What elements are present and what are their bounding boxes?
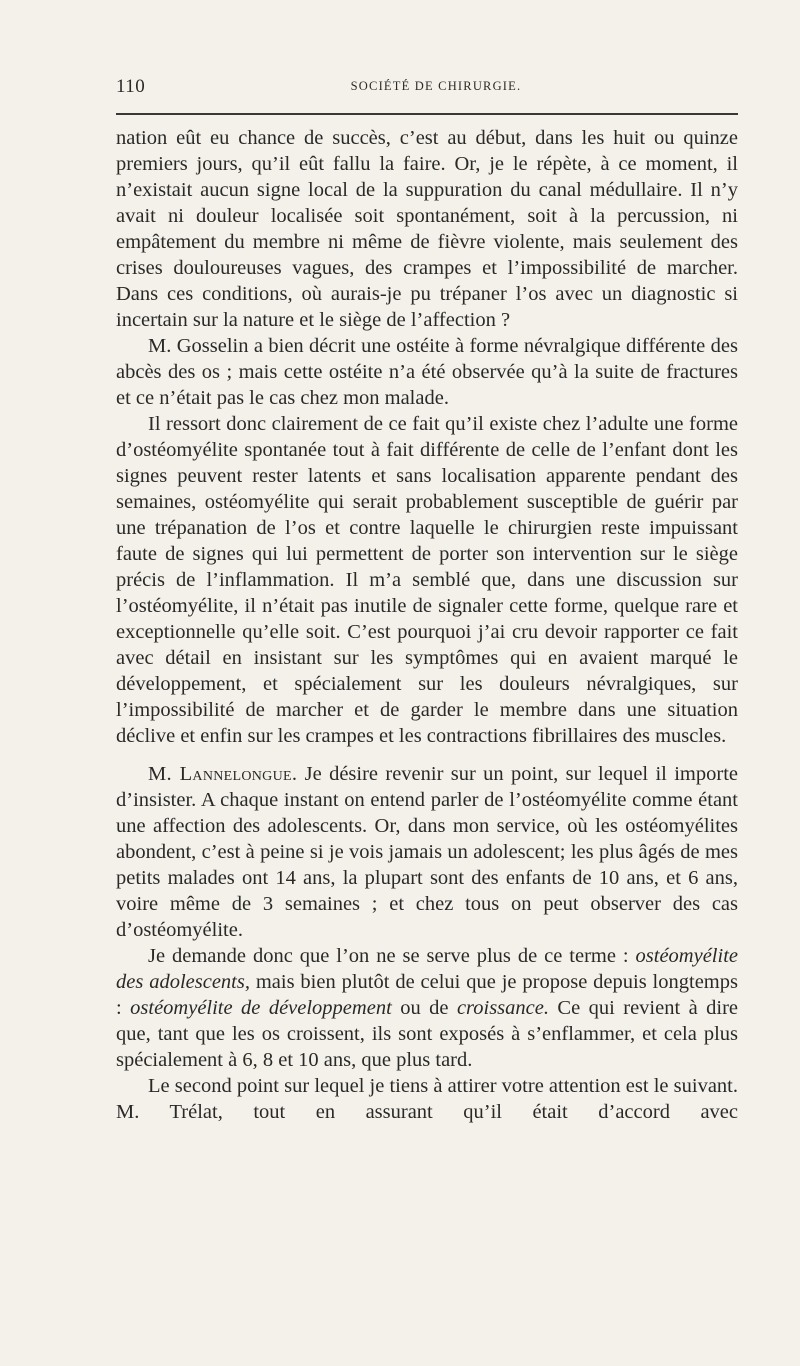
paragraph-4-text: Je désire revenir sur un point, sur lequel il importe d’insister. A chaque instant on entend parler de l’ostéomyélite comme étant une affection des adolescents. Or, dans mon service, où les ostéomyélites abondent, c’est à peine si je vois jamais un adolescent; les plus âgés de mes petits malades ont 14 ans, la plupart sont des enfants de 10 ans, et 6 ans, voire même de 3 semaines ; et chez tous on peut observer des cas d’ostéomyélite.	[116, 763, 738, 941]
page-number: 110	[116, 76, 146, 97]
running-title: SOCIÉTÉ DE CHIRURGIE.	[350, 79, 522, 93]
paragraph-5-middle: mais bien plutôt de celui que je propose depuis longtemps :	[116, 971, 738, 1019]
header-rule	[116, 113, 738, 115]
paragraph-5-before: Je demande donc que l’on ne se serve plus de ce terme :	[148, 945, 629, 967]
paragraph-5-after: Ce qui revient à dire que, tant que les os croissent, ils sont exposés à s’enflammer, et cela plus spécialement à 6, 8 et 10 ans, que plus tard.	[116, 997, 739, 1071]
paragraph-4	[116, 761, 738, 943]
paragraph-gap	[116, 749, 738, 761]
paragraph-2: M. Gosselin a bien décrit une ostéite à forme névralgique différente des abcès des os ; mais cette ostéite n’a été observée qu’à la suite de fractures et ce n’était pas le cas chez mon malade.	[116, 335, 738, 409]
body-text	[116, 125, 738, 1125]
term-croissance: croissance.	[456, 997, 549, 1019]
paragraph-1: nation eût eu chance de succès, c’est au début, dans les huit ou quinze premiers jours, qu’il eût fallu la faire. Or, je le répète, à ce moment, il n’existait aucun signe local de la suppuration du canal médullaire. Il n’y avait ni douleur localisée soit spontanément, soit à la percussion, ni empâtement du membre ni même de fièvre violente, mais seulement des crises douloureuses vagues, des crampes et l’impossibilité de marcher. Dans ces conditions, où aurais-je pu trépaner l’os avec un diagnostic si incertain sur la nature et le siège de l’affection ?	[116, 127, 738, 331]
running-head	[116, 76, 738, 102]
paragraph-6: Le second point sur lequel je tiens à attirer votre attention est le suivant. M. Trélat, tout en assurant qu’il était d’accord avec	[116, 1075, 738, 1123]
paragraph-3: Il ressort donc clairement de ce fait qu’il existe chez l’adulte une forme d’ostéomyélite spontanée tout à fait différente de celle de l’enfant dont les signes peuvent rester latents et sans localisation apparente pendant des semaines, ostéomyélite qui serait probablement susceptible de guérir par une trépanation de l’os et contre laquelle le chirurgien reste impuissant faute de signes qui lui permettent de porter son intervention sur le siège précis de l’inflammation. Il m’a semblé que, dans une discussion sur l’ostéomyélite, il n’était pas inutile de signaler cette forme, quelque rare et exceptionnelle qu’elle soit. C’est pourquoi j’ai cru devoir rapporter ce fait avec détail en insistant sur les symptômes qui en avaient marqué le développement, et spécialement sur les douleurs névralgiques, sur l’impossibilité de marcher et de garder le membre dans une situation déclive et enfin sur les crampes et les contractions fibrillaires des muscles.	[116, 413, 738, 747]
paragraph-5-or: ou de	[400, 997, 449, 1019]
term-adolescents: ostéomyélite des adolescents,	[116, 945, 738, 993]
paragraph-5	[116, 943, 738, 1073]
speaker-name: M. Lannelongue.	[148, 763, 298, 785]
term-developpement: ostéomyélite de développement	[130, 997, 392, 1019]
